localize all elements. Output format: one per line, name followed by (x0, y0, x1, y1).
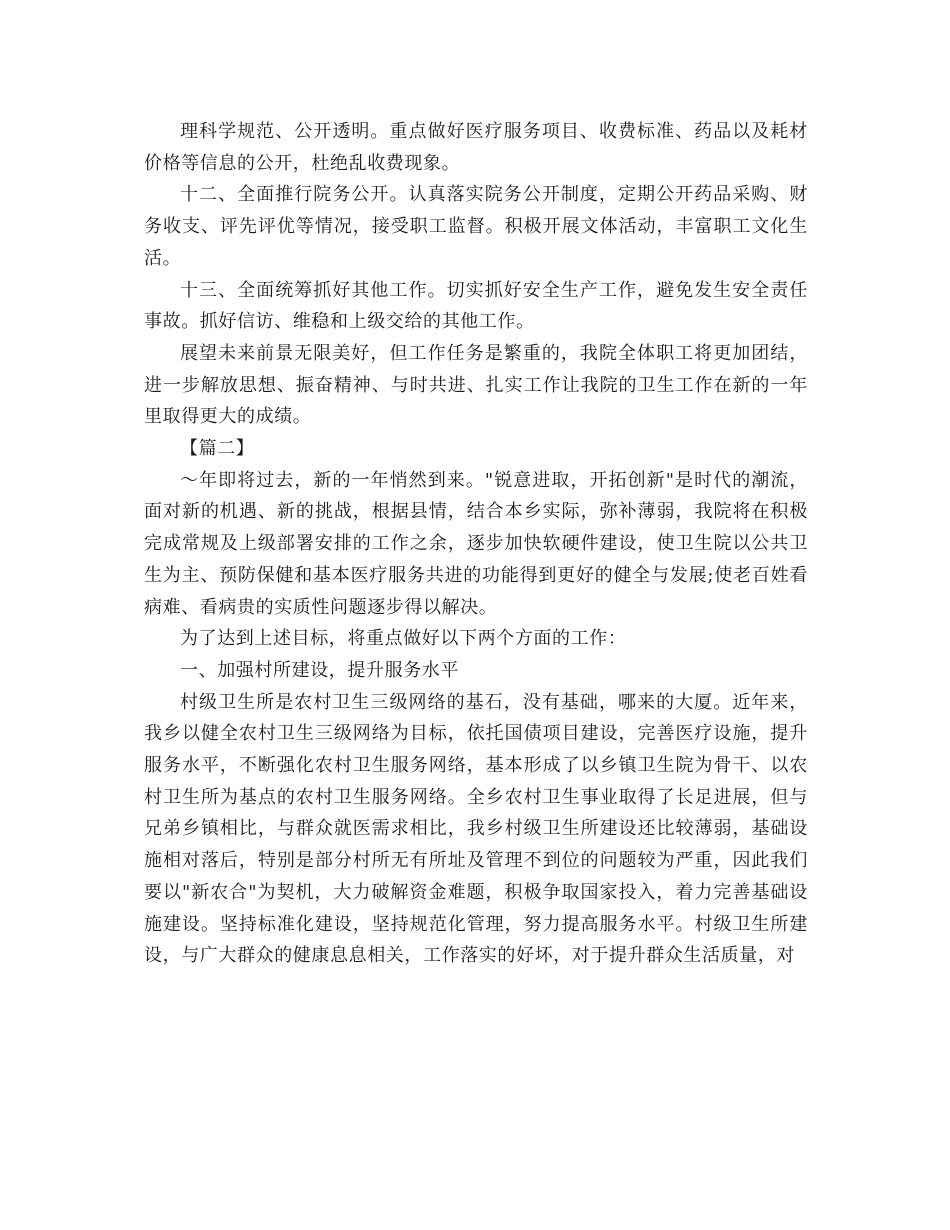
paragraph-2: 十二、全面推行院务公开。认真落实院务公开制度，定期公开药品采购、财务收支、评先评优等情况，接受职工监督。积极开展文体活动，丰富职工文化生活。 (144, 184, 808, 269)
paragraph-5: ～年即将过去，新的一年悄然到来。"锐意进取，开拓创新"是时代的潮流，面对新的机遇、新的挑战，根据县情，结合本乡实际，弥补薄弱，我院将在积极完成常规及上级部署安排的工作之余，逐步加快软硬件建设，使卫生院以公共卫生为主、预防保健和基本医疗服务共进的功能得到更好的健全与发展;使老百姓看病难、看病贵的实质性问题逐步得以解决。 (144, 469, 808, 618)
subheading-1: 一、加强村所建设，提升服务水平 (180, 659, 459, 681)
paragraph-6: 为了达到上述目标，将重点做好以下两个方面的工作： (180, 628, 627, 650)
paragraph-1: 理科学规范、公开透明。重点做好医疗服务项目、收费标准、药品以及耗材价格等信息的公开，杜绝乱收费现象。 (144, 121, 808, 174)
document-body (144, 116, 808, 972)
paragraph-4: 展望未来前景无限美好，但工作任务是繁重的，我院全体职工将更加团结，进一步解放思想、振奋精神、与时共进、扎实工作让我院的卫生工作在新的一年里取得更大的成绩。 (144, 342, 808, 428)
section-heading: 【篇二】 (180, 438, 255, 460)
paragraph-3: 十三、全面统筹抓好其他工作。切实抓好安全生产工作，避免发生安全责任事故。抓好信访、维稳和上级交给的其他工作。 (144, 279, 808, 333)
paragraph-7: 村级卫生所是农村卫生三级网络的基石，没有基础，哪来的大厦。近年来，我乡以健全农村卫生三级网络为目标，依托国债项目建设，完善医疗设施，提升服务水平，不断强化农村卫生服务网络，基本形成了以乡镇卫生院为骨干、以农村卫生所为基点的农村卫生服务网络。全乡农村卫生事业取得了长足进展，但与兄弟乡镇相比，与群众就医需求相比，我乡村级卫生所建设还比较薄弱，基础设施相对落后，特别是部分村所无有所址及管理不到位的问题较为严重，因此我们要以"新农合"为契机，大力破解资金难题，积极争取国家投入，着力完善基础设施建设。坚持标准化建设，坚持规范化管理，努力提高服务水平。村级卫生所建设，与广大群众的健康息息相关，工作落实的好坏，对于提升群众生活质量，对 (144, 691, 808, 967)
